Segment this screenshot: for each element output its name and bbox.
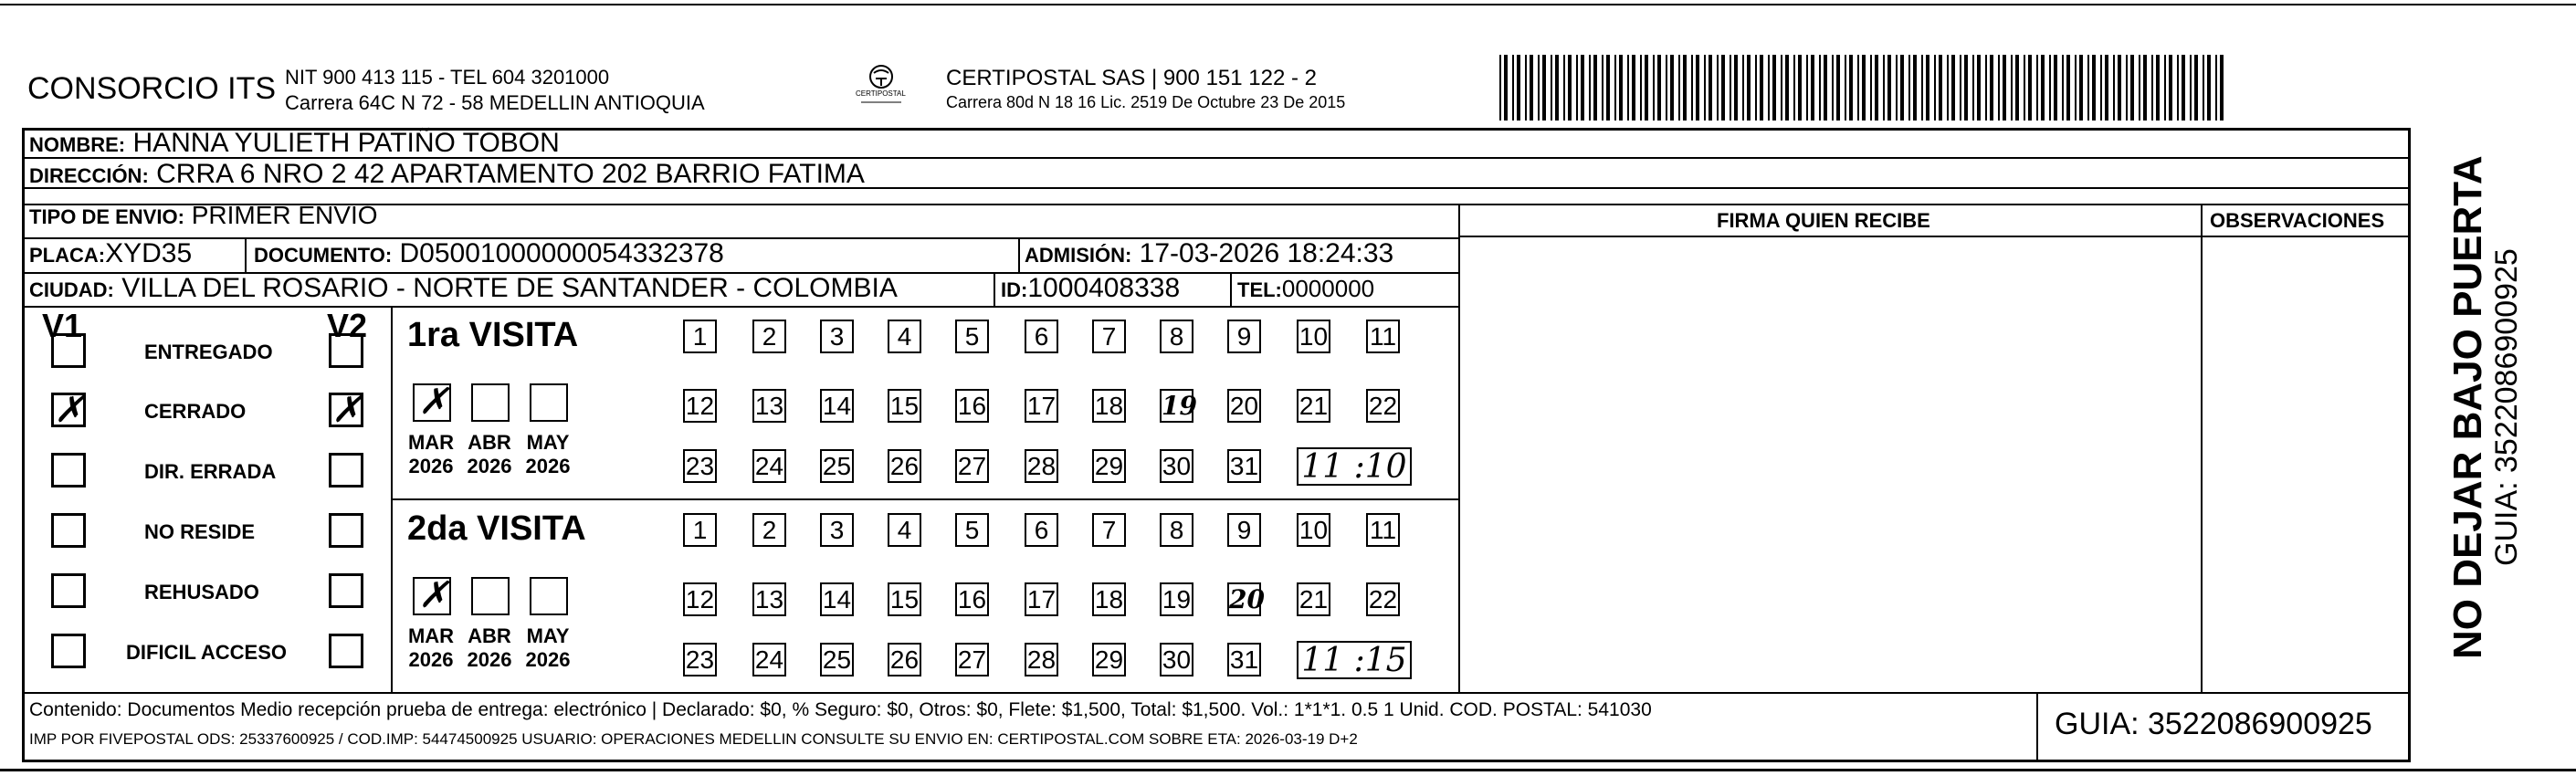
barcode-bar <box>1666 55 1667 121</box>
admision-row <box>1025 238 1393 269</box>
day-box[interactable]: 5 <box>955 513 989 547</box>
row-line <box>22 692 2411 694</box>
barcode-bar <box>2049 55 2051 121</box>
year-label: 2026 <box>525 648 571 671</box>
barcode-bar <box>1517 55 1520 121</box>
status-checkbox-v1[interactable] <box>51 573 86 608</box>
day-box[interactable]: 24 <box>752 643 786 676</box>
day-box[interactable]: 21 <box>1297 389 1330 423</box>
barcode-bar <box>1589 55 1591 121</box>
barcode-bar <box>2092 55 2096 121</box>
side-warning: NO DEJAR BAJO PUERTA <box>2445 155 2490 659</box>
barcode-bar <box>2054 55 2057 121</box>
day-box[interactable]: 16 <box>955 582 989 616</box>
company-line1: NIT 900 413 115 - TEL 604 3201000 <box>285 66 610 89</box>
company-name: CONSORCIO ITS <box>27 71 277 106</box>
barcode-bar <box>1849 55 1853 121</box>
barcode-bar <box>1555 55 1559 121</box>
status-label: DIFICIL ACCESO <box>126 641 288 664</box>
day-box[interactable]: 7 <box>1092 320 1126 353</box>
v1-label: V1 <box>42 307 83 344</box>
barcode-bar <box>1593 55 1597 121</box>
footer-guia: GUIA: 3522086900925 <box>2055 707 2372 741</box>
day-box[interactable]: 30 <box>1160 643 1193 676</box>
barcode-bar <box>1862 55 1866 121</box>
nombre-row <box>29 128 560 159</box>
direccion-value: CRRA 6 NRO 2 42 APARTAMENTO 202 BARRIO FATIMA <box>156 159 865 189</box>
barcode-bar <box>1939 55 1942 121</box>
status-checkbox-v1[interactable] <box>51 634 86 668</box>
barcode-bar <box>1883 55 1885 121</box>
barcode-bar <box>1606 55 1610 121</box>
month-label: MAR <box>407 431 455 454</box>
barcode-bar <box>2220 55 2224 121</box>
status-label: NO RESIDE <box>144 520 256 543</box>
year-label: 2026 <box>525 455 571 477</box>
day-box[interactable]: 14 <box>820 582 854 616</box>
day-box[interactable]: 4 <box>888 513 921 547</box>
col-line <box>1018 237 1020 272</box>
barcode-bar <box>1985 55 1987 121</box>
documento-value: D05001000000054332378 <box>399 238 724 268</box>
status-checkbox-v2[interactable] <box>329 573 363 608</box>
barcode-bar <box>1632 55 1635 121</box>
barcode-bar <box>2169 55 2172 121</box>
barcode-bar <box>1704 55 1706 121</box>
barcode-bar <box>1913 55 1917 121</box>
barcode-bar <box>1721 55 1725 121</box>
day-box[interactable]: 8 <box>1160 513 1193 547</box>
footer-line2: IMP POR FIVEPOSTAL ODS: 25337600925 / COD.IMP: 54474500925 USUARIO: OPERACIONES MEDELLIN CONSULTE SU ENVIO EN: CERTIPOSTAL.COM SOBRE ETA: 2026-03-19 D+2 <box>29 730 1358 748</box>
barcode-bar <box>1977 55 1981 121</box>
row-line <box>1458 236 2411 237</box>
day-box[interactable]: 18 <box>1092 582 1126 616</box>
col-line <box>1458 204 1460 692</box>
day-box[interactable]: 6 <box>1025 320 1058 353</box>
barcode-bar <box>1934 55 1936 121</box>
day-box[interactable]: 1 <box>683 320 717 353</box>
day-box[interactable]: 29 <box>1092 643 1126 676</box>
day-box[interactable]: 23 <box>683 643 717 676</box>
barcode-bar <box>2151 55 2153 121</box>
day-box[interactable]: 21 <box>1297 582 1330 616</box>
status-label: CERRADO <box>144 400 247 423</box>
month-label: MAR <box>407 624 455 647</box>
barcode-bar <box>1512 55 1514 121</box>
side-guia: GUIA: 3522086900925 <box>2489 248 2524 566</box>
direccion-row <box>29 159 865 190</box>
barcode-bar <box>1798 55 1802 121</box>
barcode-bar <box>1627 55 1629 121</box>
barcode-bar <box>2194 55 2198 121</box>
barcode-bar <box>1951 55 1955 121</box>
status-checkbox-v2[interactable] <box>329 333 363 368</box>
barcode-bar <box>1819 55 1821 121</box>
barcode-bar <box>2130 55 2134 121</box>
barcode-bar <box>1998 55 2000 121</box>
documento-label: DOCUMENTO: <box>254 244 393 267</box>
barcode-bar <box>2087 55 2089 121</box>
day-box[interactable]: 15 <box>888 582 921 616</box>
barcode-bar <box>1755 55 1757 121</box>
day-box[interactable]: 22 <box>1366 389 1400 423</box>
certipostal-logo <box>854 62 909 110</box>
barcode-bar <box>1670 55 1674 121</box>
day-box[interactable]: 9 <box>1227 513 1261 547</box>
day-box[interactable]: 19 <box>1162 391 1197 421</box>
barcode-bar <box>1581 55 1584 121</box>
tel-label: TEL: <box>1237 278 1282 301</box>
barcode-bar <box>1947 55 1949 121</box>
carrier-line2: Carrera 80d N 18 16 Lic. 2519 De Octubre 23 De 2015 <box>946 93 1346 111</box>
day-box[interactable]: 31 <box>1227 643 1261 676</box>
barcode-bar <box>1760 55 1763 121</box>
day-box[interactable]: 12 <box>683 582 717 616</box>
barcode-bar <box>2003 55 2006 121</box>
month-label: ABR <box>468 624 511 647</box>
barcode-bar <box>1921 55 1923 121</box>
day-box[interactable]: 11 <box>1366 513 1400 547</box>
barcode-bar <box>1747 55 1751 121</box>
barcode-bar <box>1504 55 1508 121</box>
barcode-bar <box>2011 55 2013 121</box>
barcode-bar <box>1734 55 1738 121</box>
month-label: ABR <box>468 431 511 454</box>
barcode-bar <box>1824 55 1827 121</box>
day-box[interactable]: 15 <box>888 389 921 423</box>
day-box[interactable]: 17 <box>1025 389 1058 423</box>
barcode-bar <box>1525 55 1527 121</box>
barcode-bar <box>1717 55 1719 121</box>
year-label: 2026 <box>408 648 454 671</box>
col-line <box>994 272 995 306</box>
barcode-bar <box>2143 55 2147 121</box>
carrier-line1: CERTIPOSTAL SAS | 900 151 122 - 2 <box>946 66 1317 90</box>
col-line <box>391 306 393 692</box>
check-mark: ✗ <box>418 574 449 616</box>
check-mark: ✗ <box>418 381 449 423</box>
time-box[interactable]: 11 :10 <box>1297 447 1412 486</box>
day-box[interactable]: 2 <box>752 320 786 353</box>
day-box[interactable]: 24 <box>752 449 786 483</box>
barcode-bar <box>1832 55 1834 121</box>
day-box[interactable]: 26 <box>888 449 921 483</box>
top-edge <box>0 4 2576 5</box>
barcode-bar <box>1857 55 1859 121</box>
admision-value: 17-03-2026 18:24:33 <box>1139 238 1394 268</box>
barcode-bar <box>1683 55 1687 121</box>
ciudad-row <box>29 273 898 304</box>
row-line <box>22 306 1458 308</box>
day-box[interactable]: 10 <box>1297 513 1330 547</box>
placa-value: XYD35 <box>105 238 193 268</box>
day-box[interactable]: 4 <box>888 320 921 353</box>
barcode-bar <box>1887 55 1891 121</box>
day-box[interactable]: 19 <box>1160 582 1193 616</box>
barcode-bar <box>1811 55 1814 121</box>
id-value: 1000408338 <box>1027 273 1181 303</box>
barcode-bar <box>1781 55 1782 121</box>
day-box[interactable]: 28 <box>1025 449 1058 483</box>
barcode-bar <box>2182 55 2185 121</box>
tipo-value: PRIMER ENVIO <box>191 201 378 229</box>
bottom-edge <box>0 769 2576 771</box>
day-box[interactable]: 25 <box>820 643 854 676</box>
barcode-bar <box>2062 55 2064 121</box>
barcode-bar <box>1678 55 1680 121</box>
check-mark: ✗ <box>54 389 85 431</box>
barcode-bar <box>2100 55 2102 121</box>
barcode-bar <box>1696 55 1699 121</box>
barcode-bar <box>2215 55 2217 121</box>
status-checkbox-v1[interactable] <box>51 389 86 431</box>
col-line <box>2201 204 2203 692</box>
barcode-bar <box>1640 55 1642 121</box>
barcode-bar <box>1768 55 1770 121</box>
visit-title: 1ra VISITA <box>407 316 579 354</box>
barcode-bar <box>1875 55 1878 121</box>
barcode-bar <box>1691 55 1693 121</box>
barcode-bar <box>2066 55 2070 121</box>
day-box[interactable]: 13 <box>752 582 786 616</box>
day-box[interactable]: 8 <box>1160 320 1193 353</box>
barcode-bar <box>2190 55 2192 121</box>
barcode-bar <box>1742 55 1744 121</box>
barcode-bar <box>2164 55 2166 121</box>
footer-line1: Contenido: Documentos Medio recepción prueba de entrega: electrónico | Declarado: $0, % Seguro: $0, Otros: $0, Flete: $1,500, Total: $1,500. Vol.: 1*1*1. 0.5 1 Unid. COD. POSTAL: 541030 <box>29 699 1652 720</box>
barcode-bar <box>1709 55 1712 121</box>
time-box[interactable]: 11 :15 <box>1297 641 1412 679</box>
barcode-bar <box>2024 55 2025 121</box>
ciudad-label: CIUDAD: <box>29 278 114 301</box>
row-line <box>22 204 2411 205</box>
barcode-bar <box>2105 55 2108 121</box>
day-box[interactable]: 30 <box>1160 449 1193 483</box>
barcode-bar <box>1563 55 1565 121</box>
documento-row <box>254 238 724 269</box>
ciudad-value: VILLA DEL ROSARIO - NORTE DE SANTANDER - COLOMBIA <box>121 273 898 303</box>
barcode-bar <box>1542 55 1546 121</box>
status-label: REHUSADO <box>144 581 259 603</box>
day-box[interactable]: 7 <box>1092 513 1126 547</box>
day-box[interactable]: 17 <box>1025 582 1058 616</box>
day-box[interactable]: 1 <box>683 513 717 547</box>
barcode-bar <box>1785 55 1789 121</box>
month-checkbox[interactable] <box>530 383 568 422</box>
year-label: 2026 <box>467 648 512 671</box>
barcode-bar <box>1576 55 1578 121</box>
barcode-bar <box>1645 55 1648 121</box>
status-checkbox-v2[interactable] <box>329 389 363 431</box>
barcode-bar <box>1568 55 1572 121</box>
day-box[interactable]: 9 <box>1227 320 1261 353</box>
check-mark: ✗ <box>331 389 363 431</box>
month-checkbox[interactable] <box>530 577 568 615</box>
barcode-bar <box>2028 55 2032 121</box>
barcode-bar <box>1772 55 1776 121</box>
barcode-bar <box>2015 55 2019 121</box>
logo-text: CERTIPOSTAL <box>856 89 906 98</box>
barcode-bar <box>2203 55 2204 121</box>
status-checkbox-v1[interactable] <box>51 513 86 548</box>
barcode-bar <box>1602 55 1603 121</box>
nombre-value: HANNA YULIETH PATIÑO TOBON <box>132 128 560 158</box>
day-box[interactable]: 20 <box>1227 389 1261 423</box>
barcode-bar <box>1538 55 1540 121</box>
barcode-bar <box>1551 55 1552 121</box>
month-checkbox[interactable] <box>413 383 451 422</box>
day-box[interactable]: 28 <box>1025 643 1058 676</box>
tel-row <box>1237 275 1374 303</box>
firma-label: FIRMA QUIEN RECIBE <box>1717 209 1930 232</box>
status-checkbox-v1[interactable] <box>51 453 86 488</box>
barcode-bar <box>1619 55 1623 121</box>
day-box[interactable]: 23 <box>683 449 717 483</box>
col-line <box>1230 272 1232 306</box>
nombre-label: NOMBRE: <box>29 133 126 156</box>
day-box[interactable]: 27 <box>955 449 989 483</box>
status-label: DIR. ERRADA <box>144 460 277 483</box>
main-frame <box>22 128 2411 762</box>
day-box[interactable]: 29 <box>1092 449 1126 483</box>
barcode-bar <box>2156 55 2160 121</box>
barcode-bar <box>1845 55 1846 121</box>
month-checkbox[interactable] <box>471 577 510 615</box>
status-checkbox-v2[interactable] <box>329 634 363 668</box>
barcode-bar <box>2041 55 2045 121</box>
barcode-bar <box>1730 55 1731 121</box>
day-box[interactable]: 16 <box>955 389 989 423</box>
barcode <box>1498 55 2228 121</box>
company-line2: Carrera 64C N 72 - 58 MEDELLIN ANTIOQUIA <box>285 91 705 114</box>
col-line <box>2036 692 2038 762</box>
day-box[interactable]: 31 <box>1227 449 1261 483</box>
barcode-bar <box>1499 55 1501 121</box>
barcode-bar <box>1530 55 1533 121</box>
barcode-bar <box>2139 55 2140 121</box>
day-box[interactable]: 26 <box>888 643 921 676</box>
barcode-bar <box>1870 55 1872 121</box>
year-label: 2026 <box>408 455 454 477</box>
day-box[interactable]: 27 <box>955 643 989 676</box>
status-checkbox-v2[interactable] <box>329 513 363 548</box>
barcode-bar <box>2207 55 2211 121</box>
day-box[interactable]: 22 <box>1366 582 1400 616</box>
barcode-bar <box>1653 55 1655 121</box>
day-box[interactable]: 14 <box>820 389 854 423</box>
day-box[interactable]: 11 <box>1366 320 1400 353</box>
barcode-bar <box>1990 55 1993 121</box>
direccion-label: DIRECCIÓN: <box>29 164 149 187</box>
admision-label: ADMISIÓN: <box>1025 244 1132 267</box>
day-box[interactable]: 13 <box>752 389 786 423</box>
status-checkbox-v1[interactable] <box>51 333 86 368</box>
barcode-bar <box>2113 55 2115 121</box>
visit-title: 2da VISITA <box>407 509 586 548</box>
placa-row <box>29 238 192 269</box>
tipo-label: TIPO DE ENVIO: <box>29 205 184 228</box>
tipo-row <box>29 201 378 230</box>
barcode-bar <box>2118 55 2121 121</box>
day-box[interactable]: 20 <box>1229 584 1265 614</box>
barcode-bar <box>2177 55 2179 121</box>
barcode-bar <box>1896 55 1898 121</box>
barcode-bar <box>1972 55 1974 121</box>
barcode-bar <box>1657 55 1661 121</box>
barcode-bar <box>1964 55 1968 121</box>
barcode-bar <box>1908 55 1910 121</box>
barcode-bar <box>1900 55 1904 121</box>
day-box[interactable]: 6 <box>1025 513 1058 547</box>
barcode-bar <box>2036 55 2038 121</box>
col-line <box>245 237 247 272</box>
barcode-bar <box>2126 55 2128 121</box>
placa-label: PLACA: <box>29 244 106 267</box>
day-box[interactable]: 25 <box>820 449 854 483</box>
month-label: MAY <box>526 431 570 454</box>
v2-label: V2 <box>327 307 368 344</box>
barcode-bar <box>1806 55 1808 121</box>
barcode-bar <box>1836 55 1840 121</box>
day-box[interactable]: 2 <box>752 513 786 547</box>
visit-divider <box>391 498 1458 500</box>
day-box[interactable]: 10 <box>1297 320 1330 353</box>
tel-value: 0000000 <box>1281 275 1375 302</box>
month-label: MAY <box>526 624 570 647</box>
barcode-bar <box>2075 55 2077 121</box>
day-box[interactable]: 18 <box>1092 389 1126 423</box>
year-label: 2026 <box>467 455 512 477</box>
barcode-bar <box>1793 55 1795 121</box>
day-box[interactable]: 12 <box>683 389 717 423</box>
id-row <box>1001 273 1180 304</box>
status-label: ENTREGADO <box>144 341 273 363</box>
day-box[interactable]: 5 <box>955 320 989 353</box>
barcode-bar <box>1614 55 1616 121</box>
day-box[interactable]: 3 <box>820 320 854 353</box>
barcode-bar <box>2079 55 2083 121</box>
month-checkbox[interactable] <box>413 574 451 616</box>
barcode-bar <box>1926 55 1929 121</box>
id-label: ID: <box>1001 278 1028 301</box>
day-box[interactable]: 3 <box>820 513 854 547</box>
barcode-bar <box>1960 55 1961 121</box>
observaciones-label: OBSERVACIONES <box>2210 209 2385 232</box>
status-checkbox-v2[interactable] <box>329 453 363 488</box>
month-checkbox[interactable] <box>471 383 510 422</box>
